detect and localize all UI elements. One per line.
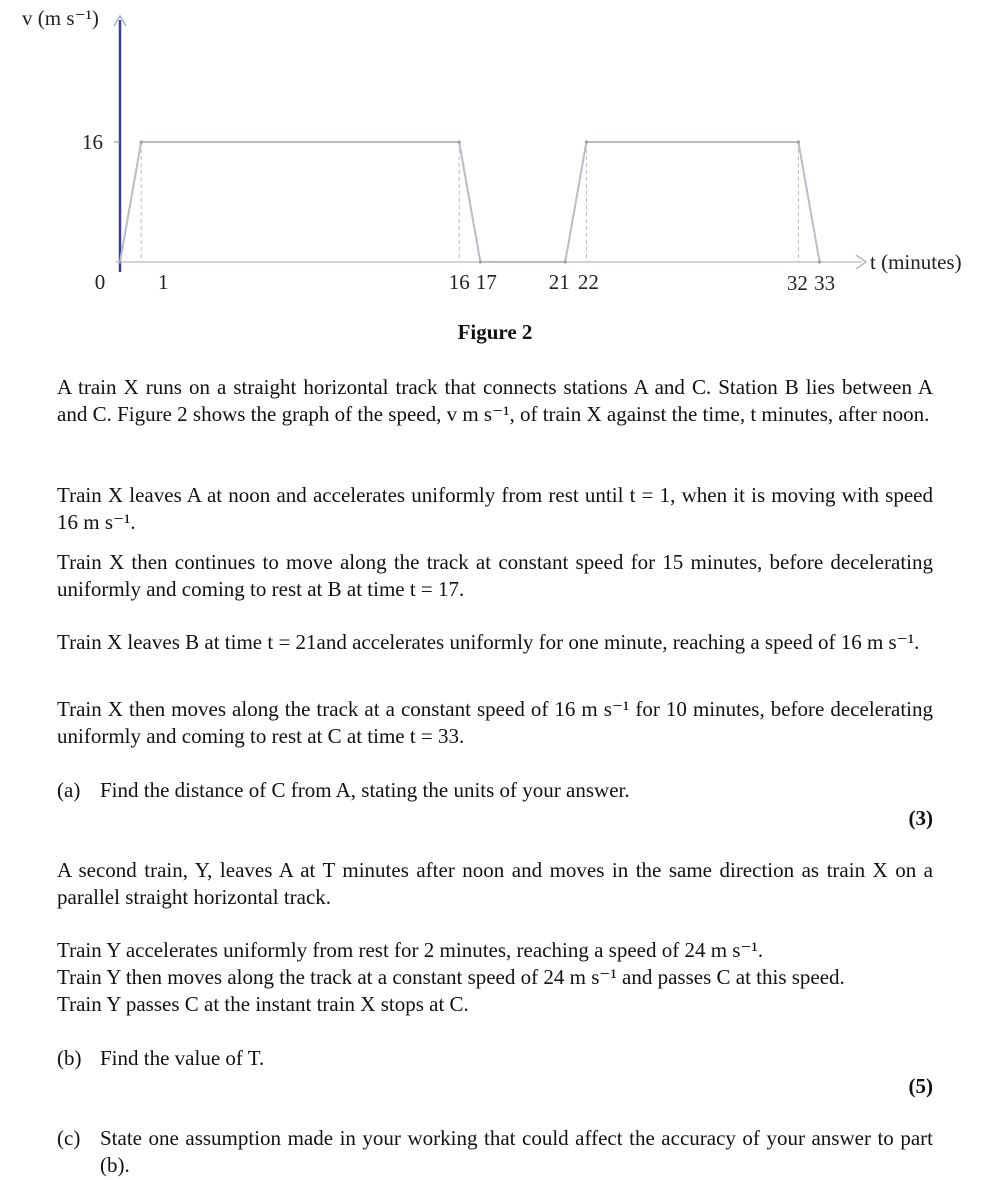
paragraph-y-constant: Train Y then moves along the track at a constant speed of 24 m s⁻¹ and passes C at this speed. [57,965,845,989]
point-t0 [118,260,121,263]
point-t22 [585,140,588,143]
paragraph-x-to-c: Train X then moves along the track at a constant speed of 16 m s⁻¹ for 10 minutes, before decelerating uniformly and coming to rest at C at time t = 33. [57,697,933,748]
x-tick-label-16: 16 [448,270,470,294]
y-axis-label: v (m s⁻¹) [22,6,99,30]
question-c-text: State one assumption made in your working that could affect the accuracy of your answer to part (b). [100,1126,933,1177]
question-c [57,1125,933,1179]
figure-caption: Figure 2 [457,320,533,344]
paragraph-train-y: A second train, Y, leaves A at T minutes after noon and moves in the same direction as train X on a parallel straight horizontal track. [57,858,933,909]
paragraph-y-passes-c: Train Y passes C at the instant train X stops at C. [57,992,469,1016]
paragraph-intro: A train X runs on a straight horizontal track that connects stations A and C. Station B lies between A and C. Figure 2 shows the graph of the speed, v m s⁻¹, of train X against the time, t minutes, after noon. [57,375,933,426]
point-t17 [479,260,482,263]
x-tick-label-1: 1 [157,270,169,294]
question-a-label: (a) [57,778,81,802]
question-a [57,777,933,804]
point-t32 [797,140,800,143]
series-line [118,140,821,263]
question-a-text: Find the distance of C from A, stating the units of your answer. [100,778,630,802]
x-tick-label-0: 0 [94,270,106,294]
point-t1 [140,140,143,143]
x-tick-label-32: 32 [786,271,808,295]
x-tick-label-22: 22 [577,270,599,294]
speed-time-graph [0,0,990,310]
tick-labels [82,130,835,295]
point-t16 [458,140,461,143]
y-tick-label-16: 16 [82,130,103,154]
paragraph-x-first-stage: Train X then continues to move along the track at constant speed for 15 minutes, before decelerating uniformly and coming to rest at B at time t = 17. [57,550,933,601]
axes [114,16,866,272]
question-b-marks: (5) [908,1074,933,1098]
x-tick-label-21: 21 [548,270,570,294]
paragraph-x-leaves-b: Train X leaves B at time t = 21and accelerates uniformly for one minute, reaching a speed of 16 m s⁻¹. [57,630,920,654]
question-a-marks: (3) [908,806,933,830]
question-b-label: (b) [57,1046,82,1070]
paragraph-y-accelerates: Train Y accelerates uniformly from rest for 2 minutes, reaching a speed of 24 m s⁻¹. [57,938,764,962]
question-b [57,1045,933,1072]
point-t33 [818,260,821,263]
question-b-text: Find the value of T. [100,1046,265,1070]
speed-polyline [120,142,820,262]
point-t21 [564,260,567,263]
paragraph-x-start: Train X leaves A at noon and accelerates uniformly from rest until t = 1, when it is moving with speed 16 m s⁻¹. [57,483,933,534]
x-tick-label-17: 17 [475,270,497,294]
x-tick-label-33: 33 [814,271,836,295]
x-axis-label: t (minutes) [870,250,962,274]
question-c-label: (c) [57,1126,81,1150]
